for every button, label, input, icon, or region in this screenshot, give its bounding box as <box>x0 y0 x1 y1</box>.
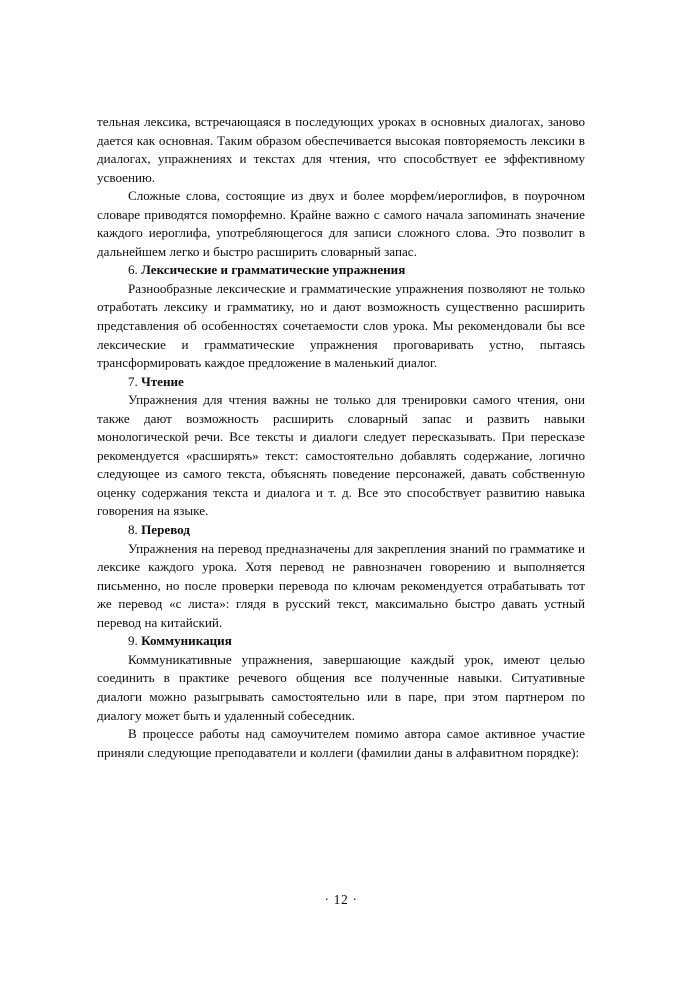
section-body-8: Упражнения на перевод предназначены для закрепления знаний по грамматике и лексике каждого урока. Хотя перевод не равнозначен говорению и выполняется письменно, но после проверки перевода по ключам рекомендуется отрабатывать тот же перевод «с листа»: глядя в русский текст, максимально быстро давать устный перевод на китайский. <box>97 540 585 630</box>
section-title-6: Лексические и грамматические упражнения <box>141 262 406 278</box>
section-title-7: Чтение <box>141 373 184 389</box>
page-text-block <box>97 113 585 762</box>
page-number: · 12 · <box>324 892 358 907</box>
paragraph-compound-words: Сложные слова, состоящие из двух и более морфем/иероглифов, в поурочном словаре приводятся поморфемно. Крайне важно с самого начала запоминать значение каждого иероглифа, употребляющегося для записи сложного слова. Это позволит в дальнейшем легко и быстро расширить словарный запас. <box>97 188 585 259</box>
section-body-6: Разнообразные лексические и грамматические упражнения позволяют не только отработать лексику и грамматику, но и дают возможность существенно расширить представления об особенностях сочетаемости слов урока. Мы рекомендовали бы все лексические и грамматические упражнения проговаривать устно, пытаясь трансформировать каждое предложение в маленький диалог. <box>97 280 585 371</box>
section-number-9: 9. <box>128 633 138 649</box>
section-number-7: 7. <box>128 373 138 389</box>
paragraph-acknowledgements: В процессе работы над самоучителем помимо автора самое активное участие приняли следующие преподаватели и коллеги (фамилии даны в алфавитном порядке): <box>97 726 585 760</box>
section-number-8: 8. <box>128 522 138 538</box>
section-body-7: Упражнения для чтения важны не только для тренировки самого чтения, они также дают возможность расширить словарный запас и развить навыки монологической речи. Все тексты и диалоги следует пересказывать. При пересказе рекомендуется «расширять» текст: самостоятельно добавлять содержание, логично следующее из самого текста, объяснять поведение персонажей, давать собственную оценку содержания текста и диалога и т. д. Все это способствует развитию навыка говорения на языке. <box>97 392 585 519</box>
section-number-6: 6. <box>128 262 138 278</box>
section-heading-8 <box>97 521 585 540</box>
section-body-9: Коммуникативные упражнения, завершающие каждый урок, имеют целью соединить в практике речевого общения все полученные навыки. Ситуативные диалоги можно разыгрывать самостоятельно или в паре, при этом партнером по диалогу может быть и удаленный собеседник. <box>97 651 585 723</box>
section-heading-6 <box>97 261 585 280</box>
section-title-9: Коммуникация <box>141 633 232 649</box>
section-title-8: Перевод <box>141 522 190 538</box>
section-heading-9 <box>97 632 585 651</box>
section-heading-7 <box>97 373 585 392</box>
paragraph-continued-from-previous-page: тельная лексика, встречающаяся в последующих уроках в основных диалогах, заново дается как основная. Таким образом обеспечивается высокая повторяемость лексики в диалогах, упражнениях и текстах для чтения, что способствует ее эффективному усвоению. <box>97 114 585 185</box>
